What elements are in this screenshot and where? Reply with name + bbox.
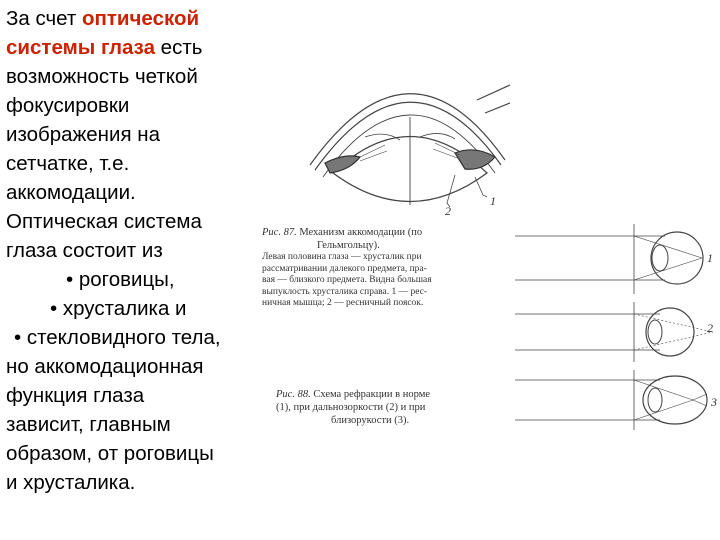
bullet-vitreous: • стекловидного тела,: [14, 326, 221, 349]
bullet-cornea: • роговицы,: [66, 268, 175, 291]
accent-text-system: системы глаза: [6, 36, 155, 59]
fig88-caption-line-3: близорукости (3).: [331, 415, 410, 426]
eye-hyperopia: [515, 302, 713, 362]
fig87-caption-body-line: вая — близкого предмета. Видна большая: [262, 275, 432, 285]
fig88-caption-line-1-rest: Схема рефракции в норме: [310, 389, 431, 400]
fig87-caption-line-1: [262, 226, 432, 239]
text-line-1: [6, 4, 256, 33]
text-line-13: но аккомодационная: [6, 355, 204, 378]
text-line-8: Оптическая система: [6, 210, 202, 233]
figure87-caption: [262, 226, 432, 310]
bullet-lens: • хрусталика и: [50, 297, 187, 320]
fig87-caption-body-line: ничная мышца; 2 — ресничный поясок.: [262, 298, 424, 308]
text-line-2: [6, 33, 256, 62]
fig88-caption-line-1: [276, 388, 430, 401]
fig88-caption-title: Рис. 88.: [276, 389, 311, 400]
text-span: За счет: [6, 7, 82, 30]
fig87-caption-body-line: рассматривании далекого предмета, пра-: [262, 263, 427, 274]
text-line-16: образом, от роговицы: [6, 442, 214, 465]
fig87-label-2: 2: [445, 204, 451, 215]
text-span: есть: [154, 36, 203, 59]
fig87-caption-title: Рис. 87.: [262, 227, 297, 238]
text-line-14: функция глаза: [6, 384, 145, 407]
eye-normal: [515, 224, 703, 294]
accent-text-optical: оптической: [81, 7, 200, 30]
text-line-4: фокусировки: [6, 94, 130, 117]
text-line-17: и хрусталика.: [6, 471, 136, 494]
refraction-diagram: [515, 222, 720, 440]
fig88-label-2: 2: [707, 321, 713, 335]
text-line-5: изображения на: [6, 123, 160, 146]
fig88-label-3: 3: [711, 395, 717, 409]
fig88-caption-line-2: (1), при дальнозоркости (2) и при: [276, 402, 426, 413]
main-text: [6, 4, 256, 497]
fig87-caption-body-line: выпуклость хрусталика справа. 1 — рес-: [262, 286, 428, 297]
fig88-label-1: 1: [707, 251, 713, 265]
figure88-caption: [276, 388, 430, 427]
fig87-caption-body-line: Левая половина глаза — хрусталик при: [262, 252, 422, 262]
text-line-15: зависит, главным: [6, 413, 171, 436]
fig87-caption-title-rest: Механизм аккомодации (по: [296, 227, 423, 238]
text-line-3: возможность четкой: [6, 65, 198, 88]
fig87-caption-title-2: Гельмгольцу).: [317, 240, 380, 251]
accommodation-diagram: [305, 45, 515, 215]
text-line-7: аккомодации.: [6, 181, 136, 204]
eye-myopia: [515, 370, 707, 430]
fig87-label-1: 1: [490, 194, 496, 208]
text-line-6: сетчатке, т.е.: [6, 152, 130, 175]
text-line-9: глаза состоит из: [6, 239, 163, 262]
